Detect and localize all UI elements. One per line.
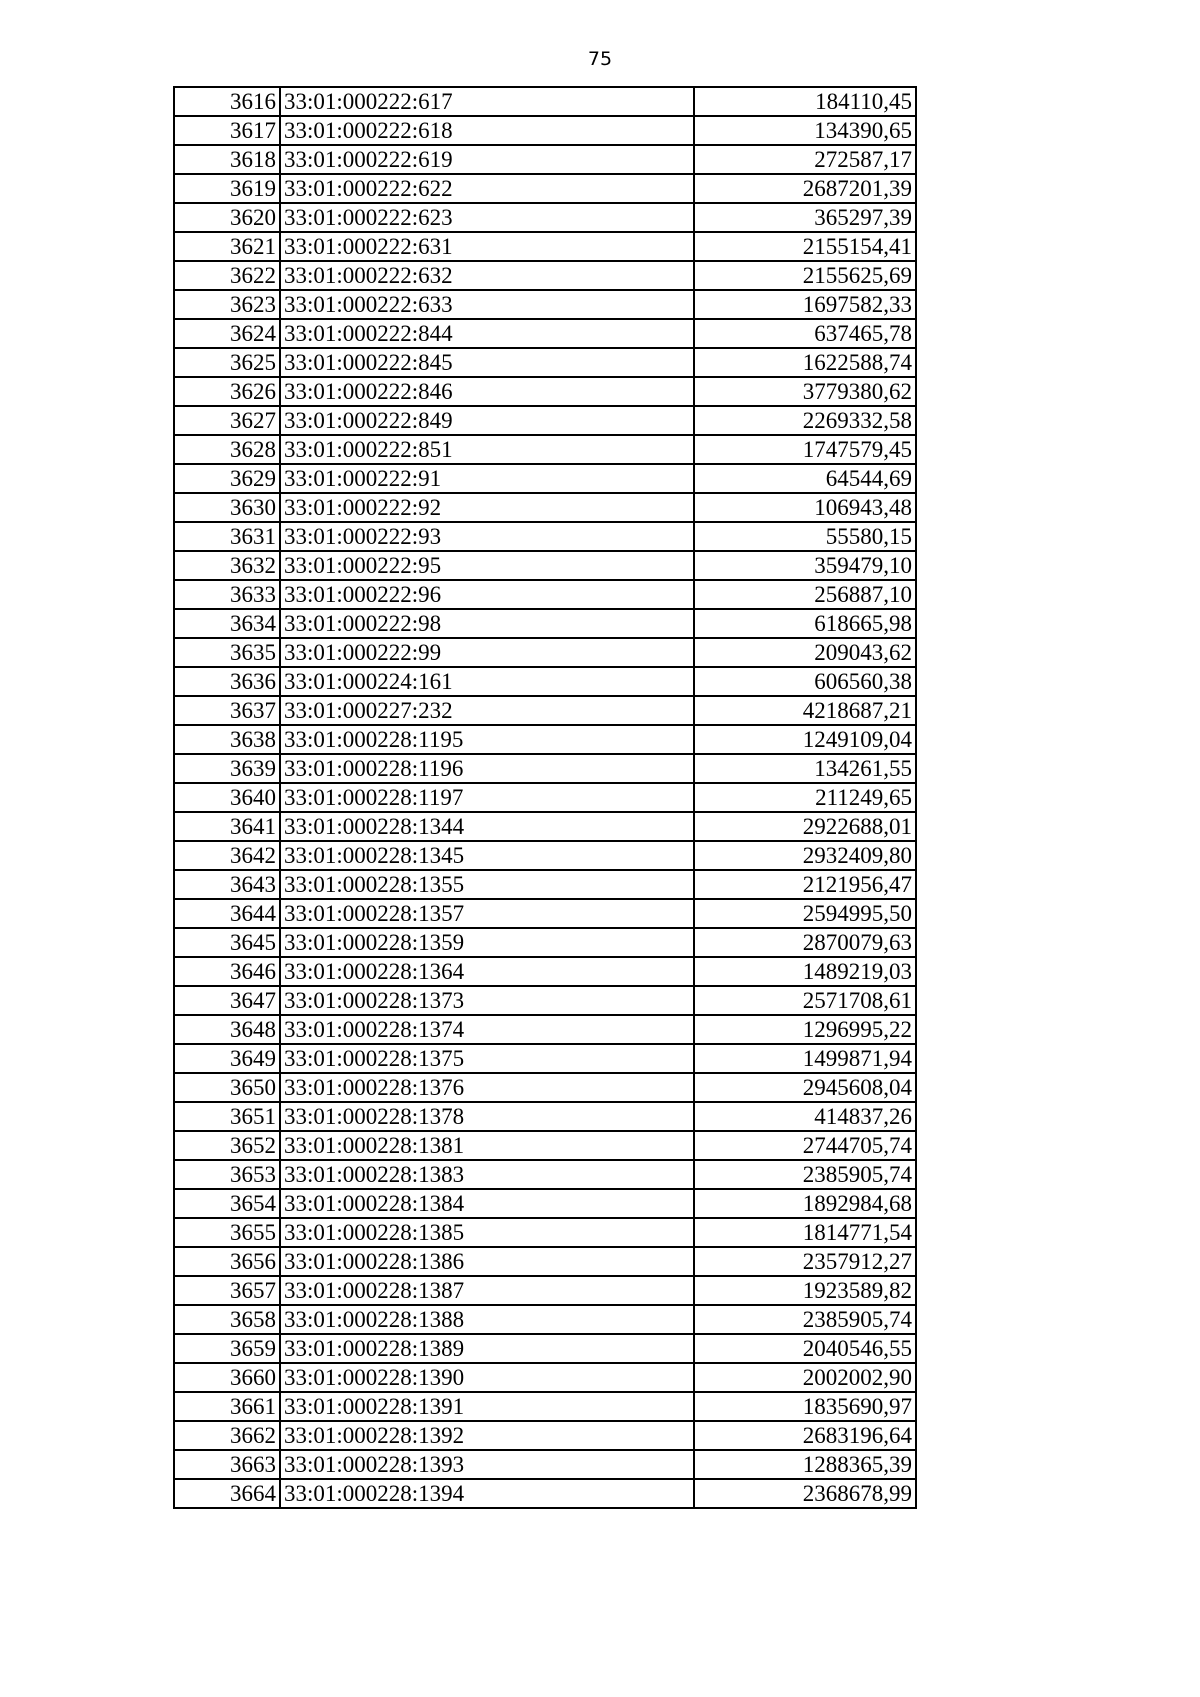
cadastral-value-cell: 272587,17	[694, 145, 916, 174]
table-row	[174, 87, 916, 116]
cadastral-value-cell: 1296995,22	[694, 1015, 916, 1044]
table-row	[174, 812, 916, 841]
cadastral-number-cell: 33:01:000222:99	[280, 638, 694, 667]
table-row	[174, 1218, 916, 1247]
table-body	[174, 87, 916, 1508]
row-number-cell: 3617	[174, 116, 280, 145]
cadastral-number-cell: 33:01:000228:1388	[280, 1305, 694, 1334]
cadastral-number-cell: 33:01:000228:1355	[280, 870, 694, 899]
table-row	[174, 1479, 916, 1508]
row-number-cell: 3643	[174, 870, 280, 899]
cadastral-value-cell: 2870079,63	[694, 928, 916, 957]
table-row	[174, 986, 916, 1015]
row-number-cell: 3633	[174, 580, 280, 609]
cadastral-number-cell: 33:01:000228:1357	[280, 899, 694, 928]
row-number-cell: 3616	[174, 87, 280, 116]
table-row	[174, 232, 916, 261]
cadastral-value-cell: 1892984,68	[694, 1189, 916, 1218]
row-number-cell: 3631	[174, 522, 280, 551]
cadastral-number-cell: 33:01:000228:1359	[280, 928, 694, 957]
row-number-cell: 3635	[174, 638, 280, 667]
cadastral-number-cell: 33:01:000228:1385	[280, 1218, 694, 1247]
row-number-cell: 3645	[174, 928, 280, 957]
cadastral-number-cell: 33:01:000228:1374	[280, 1015, 694, 1044]
row-number-cell: 3638	[174, 725, 280, 754]
row-number-cell: 3653	[174, 1160, 280, 1189]
cadastral-number-cell: 33:01:000228:1196	[280, 754, 694, 783]
cadastral-number-cell: 33:01:000222:93	[280, 522, 694, 551]
table-row	[174, 1044, 916, 1073]
cadastral-value-cell: 2368678,99	[694, 1479, 916, 1508]
cadastral-value-cell: 2002002,90	[694, 1363, 916, 1392]
table-row	[174, 551, 916, 580]
table-row	[174, 145, 916, 174]
table-row	[174, 1189, 916, 1218]
cadastral-value-cell: 4218687,21	[694, 696, 916, 725]
cadastral-value-cell: 209043,62	[694, 638, 916, 667]
table-row	[174, 319, 916, 348]
cadastral-value-cell: 256887,10	[694, 580, 916, 609]
row-number-cell: 3624	[174, 319, 280, 348]
cadastral-number-cell: 33:01:000228:1391	[280, 1392, 694, 1421]
table-row	[174, 435, 916, 464]
cadastral-value-cell: 2269332,58	[694, 406, 916, 435]
cadastral-value-cell: 2155625,69	[694, 261, 916, 290]
table-row	[174, 377, 916, 406]
table-row	[174, 406, 916, 435]
cadastral-number-cell: 33:01:000228:1364	[280, 957, 694, 986]
cadastral-number-cell: 33:01:000222:849	[280, 406, 694, 435]
row-number-cell: 3647	[174, 986, 280, 1015]
table-row	[174, 609, 916, 638]
table-row	[174, 1363, 916, 1392]
table-row	[174, 203, 916, 232]
table-row	[174, 783, 916, 812]
cadastral-number-cell: 33:01:000228:1375	[280, 1044, 694, 1073]
cadastral-number-cell: 33:01:000228:1384	[280, 1189, 694, 1218]
row-number-cell: 3646	[174, 957, 280, 986]
table-row	[174, 174, 916, 203]
table-row	[174, 1392, 916, 1421]
table-row	[174, 754, 916, 783]
row-number-cell: 3640	[174, 783, 280, 812]
row-number-cell: 3637	[174, 696, 280, 725]
cadastral-value-cell: 1697582,33	[694, 290, 916, 319]
cadastral-value-cell: 1747579,45	[694, 435, 916, 464]
cadastral-number-cell: 33:01:000222:622	[280, 174, 694, 203]
row-number-cell: 3641	[174, 812, 280, 841]
cadastral-number-cell: 33:01:000222:619	[280, 145, 694, 174]
cadastral-number-cell: 33:01:000222:631	[280, 232, 694, 261]
row-number-cell: 3626	[174, 377, 280, 406]
cadastral-number-cell: 33:01:000222:96	[280, 580, 694, 609]
cadastral-value-cell: 1814771,54	[694, 1218, 916, 1247]
table-row	[174, 1334, 916, 1363]
cadastral-value-cell: 2357912,27	[694, 1247, 916, 1276]
page-number: 75	[587, 48, 613, 70]
cadastral-value-cell: 134261,55	[694, 754, 916, 783]
row-number-cell: 3649	[174, 1044, 280, 1073]
cadastral-number-cell: 33:01:000222:633	[280, 290, 694, 319]
row-number-cell: 3664	[174, 1479, 280, 1508]
row-number-cell: 3656	[174, 1247, 280, 1276]
table-row	[174, 1131, 916, 1160]
cadastral-number-cell: 33:01:000222:623	[280, 203, 694, 232]
table-row	[174, 1015, 916, 1044]
cadastral-value-cell: 637465,78	[694, 319, 916, 348]
cadastral-number-cell: 33:01:000228:1390	[280, 1363, 694, 1392]
table-row	[174, 870, 916, 899]
cadastral-value-cell: 2571708,61	[694, 986, 916, 1015]
row-number-cell: 3632	[174, 551, 280, 580]
row-number-cell: 3622	[174, 261, 280, 290]
cadastral-number-cell: 33:01:000222:98	[280, 609, 694, 638]
cadastral-value-table	[173, 86, 917, 1509]
table-row	[174, 1073, 916, 1102]
cadastral-number-cell: 33:01:000228:1344	[280, 812, 694, 841]
cadastral-number-cell: 33:01:000227:232	[280, 696, 694, 725]
row-number-cell: 3662	[174, 1421, 280, 1450]
table-row	[174, 522, 916, 551]
cadastral-value-cell: 2594995,50	[694, 899, 916, 928]
cadastral-value-cell: 365297,39	[694, 203, 916, 232]
cadastral-value-cell: 3779380,62	[694, 377, 916, 406]
table-row	[174, 841, 916, 870]
row-number-cell: 3618	[174, 145, 280, 174]
row-number-cell: 3634	[174, 609, 280, 638]
table-row	[174, 1247, 916, 1276]
cadastral-number-cell: 33:01:000222:617	[280, 87, 694, 116]
cadastral-number-cell: 33:01:000228:1389	[280, 1334, 694, 1363]
table-row	[174, 493, 916, 522]
row-number-cell: 3651	[174, 1102, 280, 1131]
row-number-cell: 3657	[174, 1276, 280, 1305]
cadastral-number-cell: 33:01:000228:1393	[280, 1450, 694, 1479]
row-number-cell: 3625	[174, 348, 280, 377]
cadastral-value-cell: 2385905,74	[694, 1305, 916, 1334]
table-row	[174, 1450, 916, 1479]
cadastral-value-cell: 2385905,74	[694, 1160, 916, 1189]
cadastral-number-cell: 33:01:000228:1376	[280, 1073, 694, 1102]
cadastral-number-cell: 33:01:000228:1378	[280, 1102, 694, 1131]
row-number-cell: 3655	[174, 1218, 280, 1247]
cadastral-value-cell: 1489219,03	[694, 957, 916, 986]
row-number-cell: 3659	[174, 1334, 280, 1363]
table-row	[174, 696, 916, 725]
cadastral-number-cell: 33:01:000228:1373	[280, 986, 694, 1015]
cadastral-value-cell: 1835690,97	[694, 1392, 916, 1421]
table-row	[174, 261, 916, 290]
row-number-cell: 3663	[174, 1450, 280, 1479]
cadastral-value-cell: 211249,65	[694, 783, 916, 812]
table-row	[174, 638, 916, 667]
table-row	[174, 667, 916, 696]
row-number-cell: 3661	[174, 1392, 280, 1421]
table-row	[174, 957, 916, 986]
table-row	[174, 464, 916, 493]
cadastral-value-cell: 2683196,64	[694, 1421, 916, 1450]
cadastral-number-cell: 33:01:000222:92	[280, 493, 694, 522]
cadastral-number-cell: 33:01:000228:1386	[280, 1247, 694, 1276]
cadastral-value-cell: 184110,45	[694, 87, 916, 116]
cadastral-value-cell: 618665,98	[694, 609, 916, 638]
cadastral-value-cell: 2932409,80	[694, 841, 916, 870]
table-row	[174, 725, 916, 754]
row-number-cell: 3629	[174, 464, 280, 493]
cadastral-number-cell: 33:01:000222:844	[280, 319, 694, 348]
row-number-cell: 3658	[174, 1305, 280, 1334]
row-number-cell: 3630	[174, 493, 280, 522]
row-number-cell: 3628	[174, 435, 280, 464]
table-row	[174, 1160, 916, 1189]
cadastral-number-cell: 33:01:000222:845	[280, 348, 694, 377]
row-number-cell: 3644	[174, 899, 280, 928]
table-row	[174, 116, 916, 145]
row-number-cell: 3654	[174, 1189, 280, 1218]
table-row	[174, 348, 916, 377]
row-number-cell: 3660	[174, 1363, 280, 1392]
cadastral-value-cell: 2040546,55	[694, 1334, 916, 1363]
cadastral-number-cell: 33:01:000224:161	[280, 667, 694, 696]
cadastral-number-cell: 33:01:000228:1195	[280, 725, 694, 754]
row-number-cell: 3652	[174, 1131, 280, 1160]
cadastral-value-cell: 1288365,39	[694, 1450, 916, 1479]
cadastral-number-cell: 33:01:000222:91	[280, 464, 694, 493]
cadastral-number-cell: 33:01:000228:1197	[280, 783, 694, 812]
cadastral-number-cell: 33:01:000222:632	[280, 261, 694, 290]
cadastral-number-cell: 33:01:000228:1381	[280, 1131, 694, 1160]
cadastral-value-cell: 2687201,39	[694, 174, 916, 203]
cadastral-value-cell: 2155154,41	[694, 232, 916, 261]
table-row	[174, 1276, 916, 1305]
cadastral-value-cell: 606560,38	[694, 667, 916, 696]
row-number-cell: 3623	[174, 290, 280, 319]
row-number-cell: 3642	[174, 841, 280, 870]
row-number-cell: 3648	[174, 1015, 280, 1044]
cadastral-value-cell: 1923589,82	[694, 1276, 916, 1305]
row-number-cell: 3621	[174, 232, 280, 261]
cadastral-value-cell: 134390,65	[694, 116, 916, 145]
table-row	[174, 1102, 916, 1131]
row-number-cell: 3627	[174, 406, 280, 435]
cadastral-number-cell: 33:01:000222:851	[280, 435, 694, 464]
cadastral-value-cell: 2744705,74	[694, 1131, 916, 1160]
row-number-cell: 3620	[174, 203, 280, 232]
row-number-cell: 3619	[174, 174, 280, 203]
cadastral-number-cell: 33:01:000222:618	[280, 116, 694, 145]
table-row	[174, 290, 916, 319]
cadastral-number-cell: 33:01:000222:846	[280, 377, 694, 406]
cadastral-number-cell: 33:01:000228:1345	[280, 841, 694, 870]
cadastral-number-cell: 33:01:000228:1394	[280, 1479, 694, 1508]
cadastral-number-cell: 33:01:000228:1383	[280, 1160, 694, 1189]
cadastral-number-cell: 33:01:000228:1387	[280, 1276, 694, 1305]
table-row	[174, 1305, 916, 1334]
cadastral-value-cell: 414837,26	[694, 1102, 916, 1131]
table-row	[174, 580, 916, 609]
row-number-cell: 3650	[174, 1073, 280, 1102]
cadastral-number-cell: 33:01:000222:95	[280, 551, 694, 580]
cadastral-value-cell: 64544,69	[694, 464, 916, 493]
row-number-cell: 3636	[174, 667, 280, 696]
cadastral-value-cell: 2121956,47	[694, 870, 916, 899]
cadastral-value-cell: 1622588,74	[694, 348, 916, 377]
cadastral-value-cell: 2922688,01	[694, 812, 916, 841]
cadastral-value-cell: 106943,48	[694, 493, 916, 522]
cadastral-value-cell: 1499871,94	[694, 1044, 916, 1073]
cadastral-number-cell: 33:01:000228:1392	[280, 1421, 694, 1450]
cadastral-value-cell: 55580,15	[694, 522, 916, 551]
row-number-cell: 3639	[174, 754, 280, 783]
table-row	[174, 928, 916, 957]
cadastral-value-cell: 2945608,04	[694, 1073, 916, 1102]
table-row	[174, 899, 916, 928]
cadastral-value-cell: 359479,10	[694, 551, 916, 580]
cadastral-value-cell: 1249109,04	[694, 725, 916, 754]
table-row	[174, 1421, 916, 1450]
